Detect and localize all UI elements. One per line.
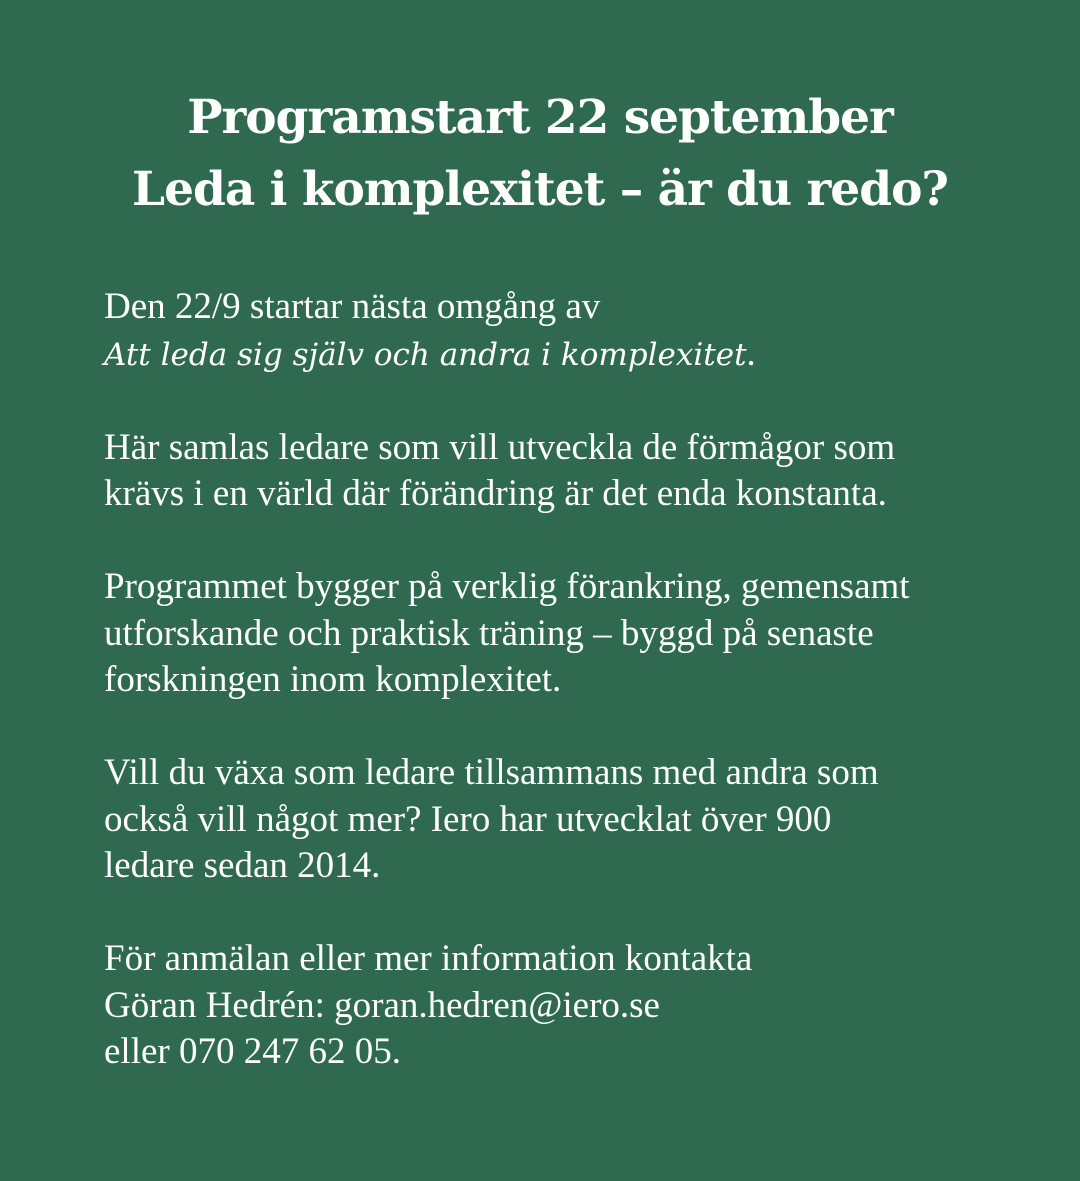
body-text [104,284,1004,1076]
program-line-2: utforskande och praktisk träning – byggd på senaste [104,612,874,654]
growth-line-2: också vill något mer? Iero har utvecklat över 900 [104,798,832,840]
contact-paragraph [104,936,1004,1076]
intro-paragraph [104,284,1004,378]
growth-line-1: Vill du växa som ledare tillsammans med andra som [104,752,879,793]
audience-line-2: krävs i en värld där förändring är det enda konstanta. [104,473,887,514]
contact-line-2: Göran Hedrén: goran.hedren@iero.se [104,984,660,1026]
growth-line-3: ledare sedan 2014. [104,845,381,886]
program-name: Att leda sig själv och andra i komplexitet [104,336,747,373]
page-title [0,82,1080,226]
audience-paragraph [104,425,1004,518]
audience-line-1: Här samlas ledare som vill utveckla de förmågor som [104,426,896,468]
program-line-1: Programmet bygger på verklig förankring, gemensamt [104,566,910,607]
program-name-line [104,331,1004,379]
program-line-3: forskningen inom komplexitet. [104,659,562,700]
program-paragraph [104,564,1004,704]
title-line-1: Programstart 22 september [187,90,893,145]
title-line-2: Leda i komplexitet – är du redo? [132,162,948,217]
growth-paragraph [104,750,1004,890]
intro-line: Den 22/9 startar nästa omgång av [104,286,601,327]
contact-line-1: För anmälan eller mer information kontakta [104,938,753,979]
contact-line-3: eller 070 247 62 05. [104,1031,401,1072]
program-name-suffix: . [746,332,756,374]
